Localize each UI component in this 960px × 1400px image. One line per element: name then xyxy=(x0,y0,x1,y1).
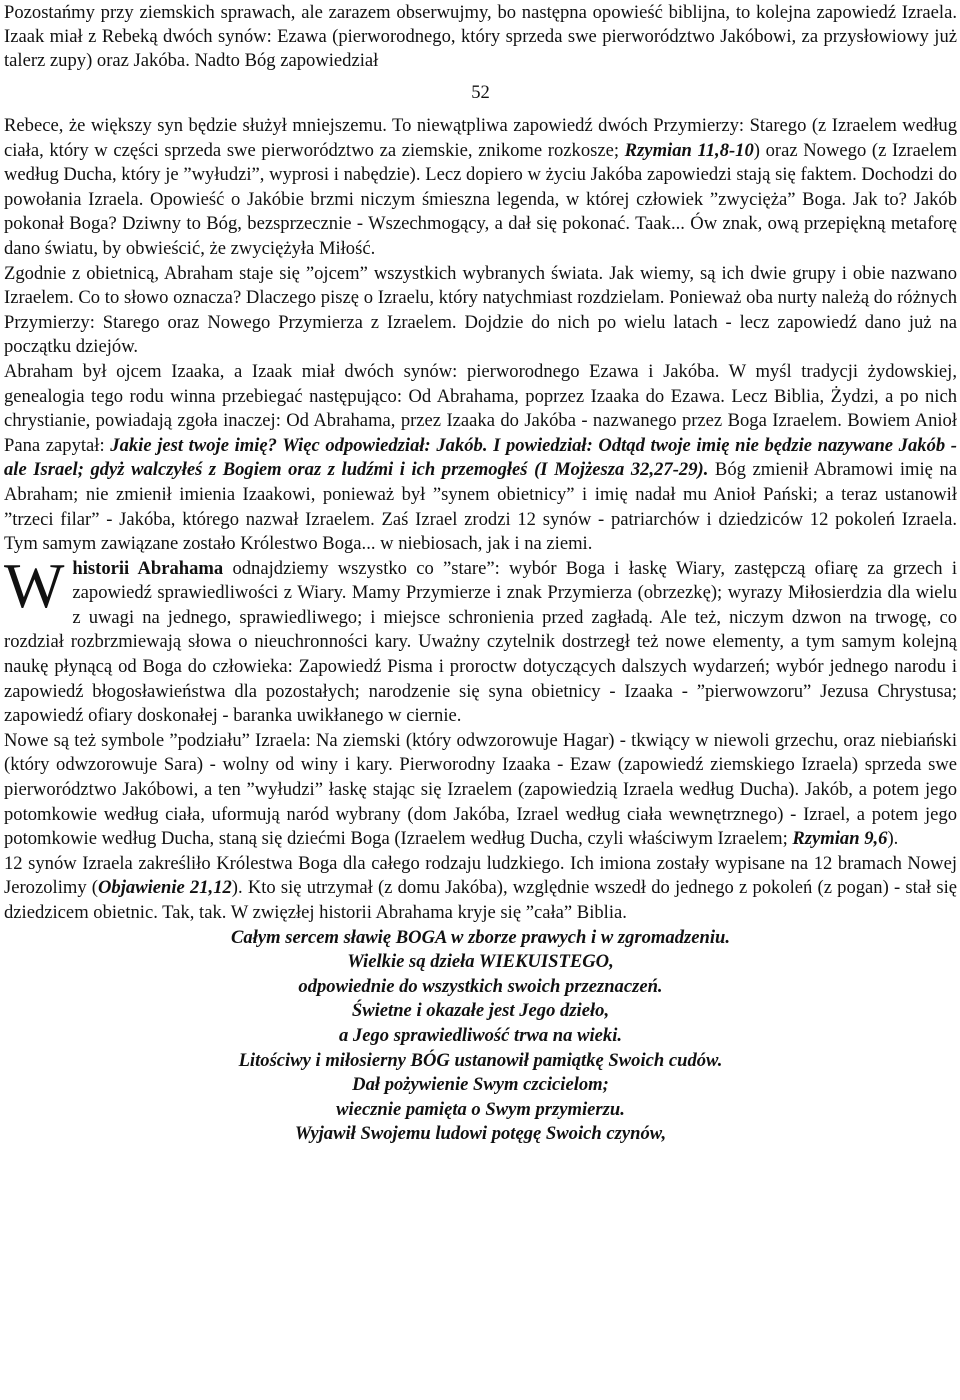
paragraph-genealogy xyxy=(4,360,957,557)
paragraph-text: Nowe są też symbole ”podziału” Izraela: Na ziemski (który odwzorowuje Hagar) - tkwiący w niewoli grzechu, oraz niebiański (który odwzorowuje Sara) - wolny od winy i kary. Pierworodny Izaaka - Ezaw (zapowiedź ziemskiego Izraela) sprzeda swe pierworództwo Jakóbowi, a ten ”wyłudzi” łaskę stając się Izraelem (zapowiedzią Izraela według Ducha). Jakób, a potem jego potomkowie według ciała, uformują naród wybrany (dom Jakóba, Izrael według ciała wewnętrznego) - Izrael, a potem jego potomkowie według Ducha, staną się dziećmi Boga (Izraelem według Ducha, czyli właściwym Izraelem; xyxy=(4,729,957,850)
psalm-line: wiecznie pamięta o Swym przymierzu. xyxy=(336,1098,625,1120)
paragraph-division-symbols xyxy=(4,729,957,852)
paragraph-two-covenants xyxy=(4,114,957,262)
paragraph-text: ). Kto się utrzymał (z domu Jakóba), względnie wszedł do jednego z pokoleń (z pogan) - stał się dziedzicem obietnic. Tak, tak. W zwięzłej historii Abrahama kryje się ”cała” Biblia. xyxy=(4,877,957,923)
psalm-line: Świetne i okazałe jest Jego dzieło, xyxy=(351,1000,610,1022)
paragraph-twelve-sons xyxy=(4,852,957,926)
paragraph-israel-name: Zgodnie z obietnicą, Abraham staje się ”ojcem” wszystkich wybranych świata. Jak wiemy, są ich dwie grupy i obie nazwano Izraelem. Co to słowo oznacza? Dlaczego piszę o Izraelu, który natychmiast rozdzielam. Ponieważ oba nurty należą do różnych Przymierzy: Starego oraz Nowego Przymierza z Izraelem. Dojdzie do nich po wielu latach - lecz zapowiedź dano już na początku dziejów. xyxy=(4,262,957,358)
paragraph-text: Abraham był ojcem Izaaka, a Izaak miał dwóch synów: pierworodnego Ezawa i Jakóba. W myśl tradycji żydowskiej, genealogia tego rodu winna przebiegać następująco: Od Abrahama, poprzez Izaaka do Ezawa. Lecz Biblia, Żydzi, a po nich chrystianie, powiadają zgoła inaczej: Od Abrahama, przez Izaaka do Jakóba - nazwanego przez Boga Izraelem. Bowiem Anioł Pana zapytał: xyxy=(4,360,957,456)
psalm-line: Wielkie są dzieła WIEKUISTEGO, xyxy=(347,951,614,973)
psalm-line: Wyjawił Swojemu ludowi potęgę Swoich czynów, xyxy=(294,1123,667,1145)
psalm-line: Litościwy i miłosierny BÓG ustanowił pamiątkę Swoich cudów. xyxy=(238,1049,723,1071)
intro-paragraph: Pozostańmy przy ziemskich sprawach, ale zarazem obserwujmy, bo następna opowieść biblijna, to kolejna zapowiedź Izraela. Izaak miał z Rebeką dwóch synów: Ezawa (pierworodnego, który sprzeda swe pierworództwo Jakóbowi, za przysłowiowy już talerz zupy) oraz Jakóba. Nadto Bóg zapowiedział xyxy=(4,2,957,71)
psalm-line: odpowiednie do wszystkich swoich przeznaczeń. xyxy=(298,975,663,997)
bold-lead: historii Abrahama xyxy=(72,557,224,579)
psalm-quote xyxy=(4,926,957,1147)
paragraph-text: ) oraz Nowego (z Izraelem według Ducha, który je ”wyłudzi”, wyprosi i nabędzie). Lecz dopiero w życiu Jakóba zapowiedzi stają się faktem. Dochodzi do powołania Izraela. Opowieść o Jakóbie brzmi niczym śmieszna legenda, w której człowiek ”zwycięża” Boga. Jak to? Jakób pokonał Boga? Dziwny to Bóg, bezsprzecznie - Wszechmogący, a dał się pokonać. Taak... Ów znak, ową przepiękną metaforę dano światu, by obwieścić, że zwyciężyła Miłość. xyxy=(4,139,958,259)
psalm-line: Dał pożywienie Swym czcicielom; xyxy=(352,1074,609,1096)
paragraph-text: Rebece, że większy syn będzie służył mniejszemu. To niewątpliwa zapowiedź dwóch Przymierzy: Starego (z Izraelem według ciała, który w części sprzeda swe pierworództwo za ziemskie, znikome rozkosze; xyxy=(4,115,957,161)
psalm-line: a Jego sprawiedliwość trwa na wieki. xyxy=(338,1024,623,1046)
bible-reference: Objawienie 21,12 xyxy=(98,877,232,899)
paragraph-text: ). xyxy=(887,828,899,850)
page-number: 52 xyxy=(471,82,490,103)
paragraph-history-abraham xyxy=(4,549,958,729)
paragraph-text: 12 synów Izraela zakreśliło Królestwa Boga dla całego rodzaju ludzkiego. Ich imiona zostały wypisane na 12 bramach Nowej Jerozolimy ( xyxy=(4,852,957,899)
paragraph-text: Bóg zmienił Abramowi imię na Abraham; nie zmienił imienia Izaakowi, ponieważ był ”synem obietnicy” i imię nadał mu Anioł Pański; a teraz ustanowił ”trzeci filar” - Jakóba, którego nazwał Izraelem. Zaś Izrael zrodzi 12 synów - patriarchów i dziedziców 12 pokoleń Izraela. Tym samym zawiązane zostało Królestwo Boga... w niebiosach, jak i na ziemi. xyxy=(4,459,957,555)
psalm-line: Całym sercem sławię BOGA w zborze prawych i w zgromadzeniu. xyxy=(231,926,730,948)
bible-reference: Rzymian 11,8-10 xyxy=(624,139,754,161)
bible-reference: Rzymian 9,6 xyxy=(792,828,888,850)
drop-cap: W xyxy=(4,549,65,621)
scripture-quote: Jakie jest twoje imię? Więc odpowiedział: Jakób. I powiedział: Odtąd twoje imię nie będzie nazywane Jakób - ale Israel; gdyż walczyłeś z Bogiem oraz z ludźmi i ich przemogłeś (I Mojżesza 32,27-29). xyxy=(4,434,957,481)
paragraph-text: odnajdziemy wszystko co ”stare”: wybór Boga i łaskę Wiary, zastępczą ofiarę za grzech i zapowiedź sprawiedliwości z Wiary. Mamy Przymierze i znak Przymierza (obrzezkę); wyrazy Miłosierdzia dla wielu z uwagi na jednego, sprawiedliwego; i miejsce schronienia przed zagładą. Ale też, niczym dzwon na trwogę, co rozdział rozbrzmiewają słowa o nieuchronności kary. Uważny czytelnik dostrzegł też nowe elementy, a tym samym kolejną naukę płynącą od Boga do człowieka: Zapowiedź Pisma i proroctw dotyczących dalszych wydarzeń; wybór jednego narodu i zapowiedź błogosławieństwa dla pozostałych; narodzenie się syna obietnicy - Izaaka - ”pierwowzoru” Jezusa Chrystusa; zapowiedź ofiary doskonałej - baranka uwikłanego w ciernie. xyxy=(4,557,958,727)
